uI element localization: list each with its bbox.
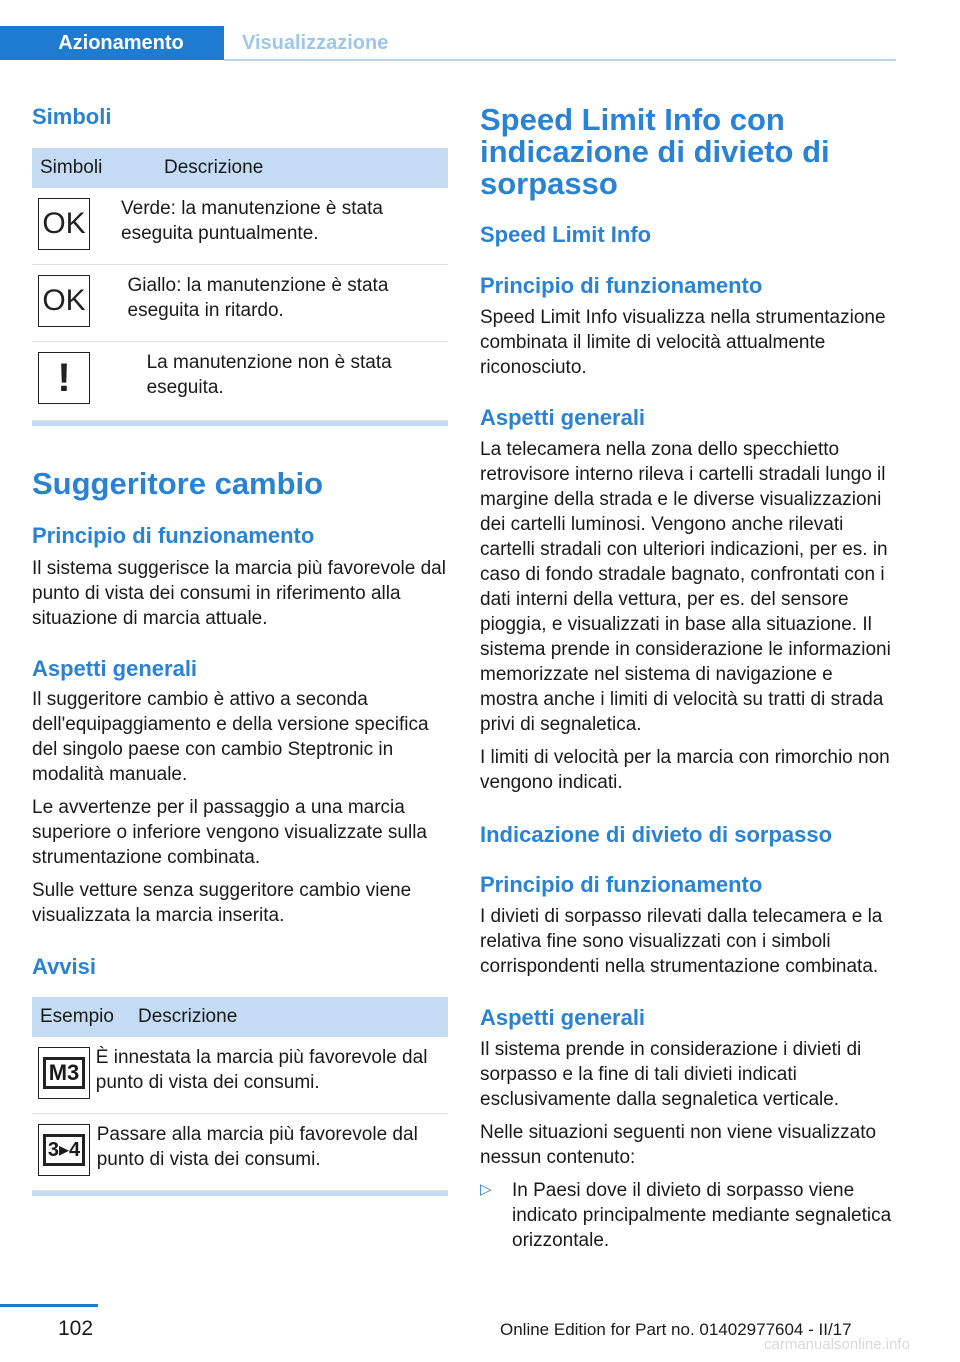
principio-heading: Principio di funzionamento [480,273,763,298]
ok-green-icon: OK [38,198,90,250]
shift-3-to-4-icon: 3▸4 [38,1124,90,1176]
aspetti-paragraph: Nelle situazioni seguenti non viene visualizzato nessun contenuto: [480,1122,877,1168]
symbols-table [32,148,448,426]
principio-text-2: I divieti di sorpasso rilevati dalla telecamera e la relativa fine sono visualizzati con i simboli corrispondenti nella strumentazione combinata. [480,906,883,977]
sli-heading: Speed Limit Info [480,222,652,247]
aspetti-paragraph: Il sistema prende in considerazione i divieti di sorpasso e la fine di tali divieti indicati esclusivamente dalla segnaletica verticale. [480,1039,862,1110]
aspetti-body [480,437,896,795]
principio-heading: Principio di funzionamento [32,523,315,548]
page-number: 102 [58,1317,94,1340]
aspetti-body [32,687,448,928]
header-tabs [0,26,960,62]
row-description: Verde: la manutenzione è stata eseguita puntualmente. [121,198,383,244]
esempio-col-header: Esempio [40,1006,114,1027]
row-description: Giallo: la manutenzione è stata eseguita in ritardo. [127,275,389,321]
row-description: È innestata la marcia più favorevole dal punto di vista dei consumi. [95,1047,428,1093]
table-row [32,188,448,265]
triangle-bullet-icon: ▷ [480,1181,492,1198]
header-divider [224,59,896,61]
aspetti-heading: Aspetti generali [480,405,646,430]
symbols-col-header: Simboli [40,157,103,178]
suggeritore-heading: Suggeritore cambio [32,466,324,501]
avvisi-table-header [32,997,448,1037]
description-col-header: Descrizione [138,1006,238,1027]
row-description: La manutenzione non è stata eseguita. [146,352,392,398]
avvisi-heading: Avvisi [32,954,97,979]
aspetti-paragraph: I limiti di velocità per la marcia con rimorchio non vengono indicati. [480,747,890,793]
list-item-text: In Paesi dove il divieto di sorpasso viene indicato principalmente mediante segnaletica orizzontale. [512,1180,892,1251]
description-col-header: Descrizione [164,157,264,178]
list-item [480,1178,896,1253]
table-end-bar [32,421,448,426]
table-row [32,1114,448,1191]
table-end-bar [32,1191,448,1196]
aspetti-heading: Aspetti generali [32,656,198,681]
table-row [32,342,448,421]
aspetti-body-2 [480,1037,896,1253]
divieto-heading: Indicazione di divieto di sorpasso [480,822,833,847]
m3-gear-icon: M3 [38,1047,90,1099]
watermark: carmanualsonline.info [764,1336,910,1353]
simboli-heading: Simboli [32,104,112,129]
principio-text: Speed Limit Info visualizza nella strumentazione combinata il limite di velocità attualmente riconosciuto. [480,307,886,378]
symbols-table-header [32,148,448,188]
aspetti-heading-2: Aspetti generali [480,1005,646,1030]
principio-text: Il sistema suggerisce la marcia più favorevole dal punto di vista dei consumi in riferimento alla situazione di marcia attuale. [32,558,446,629]
tab-azionamento[interactable]: Azionamento [0,26,224,60]
aspetti-paragraph: Sulle vetture senza suggeritore cambio viene visualizzata la marcia inserita. [32,880,412,926]
row-description: Passare alla marcia più favorevole dal punto di vista dei consumi. [96,1124,418,1170]
table-row [32,265,448,342]
footer-rule [0,1304,98,1307]
exclamation-icon: ! [38,352,90,404]
principio-heading-2: Principio di funzionamento [480,872,763,897]
tab-visualizzazione[interactable]: Visualizzazione [242,31,389,54]
table-row [32,1037,448,1114]
avvisi-table [32,997,448,1196]
speed-limit-main-heading: Speed Limit Info con indicazione di divieto di sorpasso [480,102,830,201]
ok-yellow-icon: OK [38,275,90,327]
aspetti-paragraph: Le avvertenze per il passaggio a una marcia superiore o inferiore vengono visualizzate sulla strumentazione combinata. [32,797,428,868]
aspetti-paragraph: Il suggeritore cambio è attivo a seconda dell'equipaggiamento e della versione specifica del singolo paese con cambio Steptronic in modalità manuale. [32,689,429,785]
aspetti-paragraph: La telecamera nella zona dello specchietto retrovisore interno rileva i cartelli stradali lungo il margine della strada e le diverse visualizzazioni dei cartelli luminosi. Vengono anche rilevati cartelli stradali con ulteriori indicazioni, per es. in caso di fondo stradale bagnato, confrontati con i dati interni della vettura, per es. del sensore pioggia, e visualizzati in base alla situazione. Il sistema prende in considerazione le informazioni memorizzate nel sistema di navigazione e mostra anche i limiti di velocità su tratti di strada privi di segnaletica. [480,439,891,735]
edition-note: Online Edition for Part no. 01402977604 - II/17 [500,1320,852,1339]
